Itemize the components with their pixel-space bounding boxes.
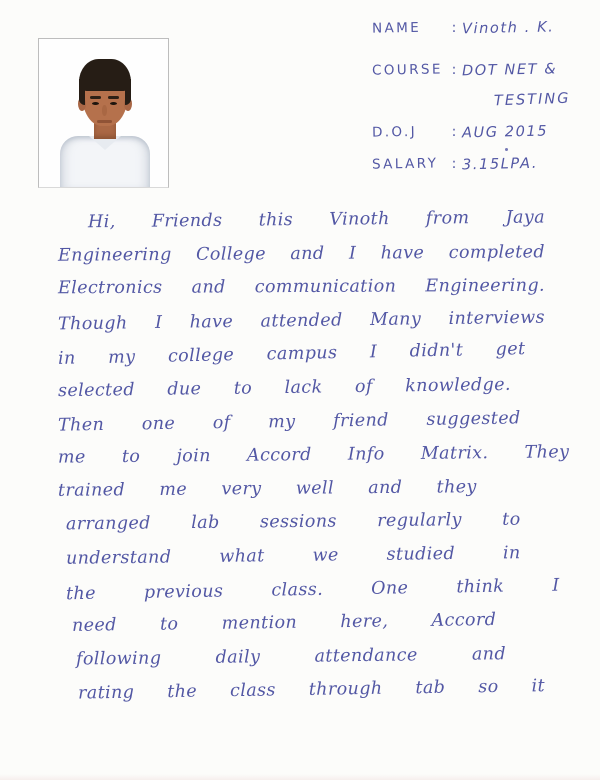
salary-label: SALARY <box>371 155 439 173</box>
ink-speck <box>505 148 508 151</box>
testimonial-text <box>57 204 570 708</box>
field-salary <box>372 156 588 172</box>
course-value-line2: TESTING <box>493 90 571 110</box>
course-value-line1: DOT NET & <box>461 61 558 80</box>
doj-label: D.O.J <box>371 123 418 141</box>
name-value: Vinoth . K. <box>461 19 555 38</box>
testimonial-line: need to mention here, Accord <box>71 610 497 636</box>
photo-eye-right <box>110 102 117 105</box>
testimonial-line: Hi, Friends this Vinoth from Jaya <box>87 207 546 233</box>
testimonial-line: Though I have attended Many interviews <box>57 307 546 335</box>
photo-brow-right <box>108 96 119 99</box>
course-colon: : <box>451 62 457 78</box>
student-photo <box>38 38 169 188</box>
doj-value: AUG 2015 <box>461 123 549 142</box>
field-name <box>372 20 588 36</box>
testimonial-line: rating the class through tab so it <box>77 676 546 704</box>
salary-value: 3.15LPA. <box>461 155 539 174</box>
photo-brow-left <box>90 96 101 99</box>
testimonial-line: trained me very well and they <box>57 476 477 501</box>
testimonial-line: me to join Accord Info Matrix. They <box>57 442 570 468</box>
testimonial-line: arranged lab sessions regularly to <box>65 509 521 535</box>
field-course <box>372 62 588 78</box>
testimonial-line: Electronics and communication Engineering. <box>57 275 546 299</box>
photo-eye-left <box>92 102 99 105</box>
photo-hair <box>79 59 131 91</box>
doj-colon: : <box>451 124 457 140</box>
testimonial-line: understand what we studied in <box>65 543 521 569</box>
testimonial-line: selected due to lack of knowledge. <box>57 374 512 402</box>
photo-mouth <box>97 120 112 123</box>
photo-nose <box>102 105 107 116</box>
salary-colon: : <box>451 156 457 172</box>
name-colon: : <box>451 20 457 36</box>
testimonial-line: Then one of my friend suggested <box>57 407 521 436</box>
testimonial-line: the previous class. One think I <box>65 575 560 604</box>
testimonial-line: in my college campus I didn't get <box>57 339 526 370</box>
field-doj <box>372 124 588 140</box>
testimonial-line: Engineering College and I have completed <box>57 241 546 266</box>
testimonial-line: following daily attendance and <box>75 643 507 670</box>
name-label: NAME <box>371 19 422 37</box>
course-label: COURSE <box>371 61 443 79</box>
